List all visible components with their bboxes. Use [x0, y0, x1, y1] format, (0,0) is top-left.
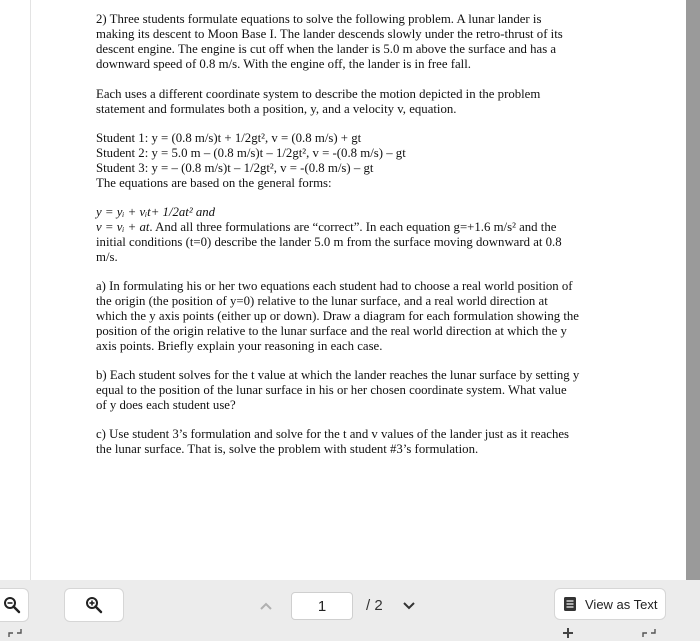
general-v-formula: v = vᵢ + at: [96, 220, 150, 234]
download-icon[interactable]: [562, 628, 574, 638]
view-as-text-button[interactable]: [554, 588, 666, 620]
zoom-in-icon: [85, 596, 103, 614]
general-y-equation: [96, 205, 580, 220]
question-intro: 2) Three students formulate equations to solve the following problem. A lunar lander is making its descent to Moon Base I. The lander descends slowly under the retro-thrust of its descent engine. The engine is cut off when the lander is 5.0 m above the surface and has a downward speed of 0.8 m/s. With the engine off, the lander is in free fall.: [96, 12, 563, 71]
page-content: [96, 12, 580, 457]
zoom-out-icon: [3, 596, 21, 614]
general-y-formula: y = yᵢ + vᵢt+ 1/2at² and: [96, 205, 216, 219]
fullscreen-icon[interactable]: [642, 628, 656, 638]
general-v-text: . And all three formulations are “correct”. In each equation g=+1.6 m/s² and the initial conditions (t=0) describe the lander 5.0 m from the surface moving downward at 0.8 m/s.: [96, 220, 562, 264]
page-total: / 2: [366, 597, 383, 614]
student-2-equations: Student 2: y = 5.0 m – (0.8 m/s)t – 1/2gt², v = -(0.8 m/s) – gt: [96, 146, 406, 160]
part-b: b) Each student solves for the t value at which the lander reaches the lunar surface by setting y equal to the position of the lunar surface in his or her chosen coordinate system. What value of y does each student use?: [96, 368, 580, 412]
general-v-equation: [96, 220, 580, 265]
part-a: a) In formulating his or her two equations each student had to choose a real world position of the origin (the position of y=0) relative to the lunar surface, and a real world direction at which the y axis points (either up or down). Draw a diagram for each formulation showing the position of the origin relative to the lunar surface and the real world direction at which the y axis points. Briefly explain your reasoning in each case.: [96, 279, 579, 353]
view-as-text-label: View as Text: [585, 596, 658, 612]
student-3-equations: Student 3: y = – (0.8 m/s)t – 1/2gt², v = -(0.8 m/s) – gt: [96, 161, 374, 175]
viewer-toolbar: [0, 580, 700, 641]
part-c: c) Use student 3’s formulation and solve for the t and v values of the lander just as it reaches the lunar surface. That is, solve the problem with student #3’s formulation.: [96, 427, 569, 456]
chevron-down-icon[interactable]: [401, 598, 417, 614]
general-forms-label: The equations are based on the general forms:: [96, 176, 332, 190]
scrollbar[interactable]: [686, 0, 700, 580]
zoom-in-button[interactable]: [64, 588, 124, 622]
document-text-icon: [563, 596, 577, 612]
expand-icon[interactable]: [8, 628, 22, 638]
coordinate-intro: Each uses a different coordinate system to describe the motion depicted in the problem statement and formulates both a position, y, and a velocity v, equation.: [96, 87, 541, 116]
zoom-out-button[interactable]: [0, 588, 29, 622]
chevron-up-icon[interactable]: [258, 598, 274, 614]
page-number-input[interactable]: 1: [291, 592, 353, 620]
student-1-equations: Student 1: y = (0.8 m/s)t + 1/2gt², v = (0.8 m/s) + gt: [96, 131, 362, 145]
page-edge: [30, 0, 31, 580]
